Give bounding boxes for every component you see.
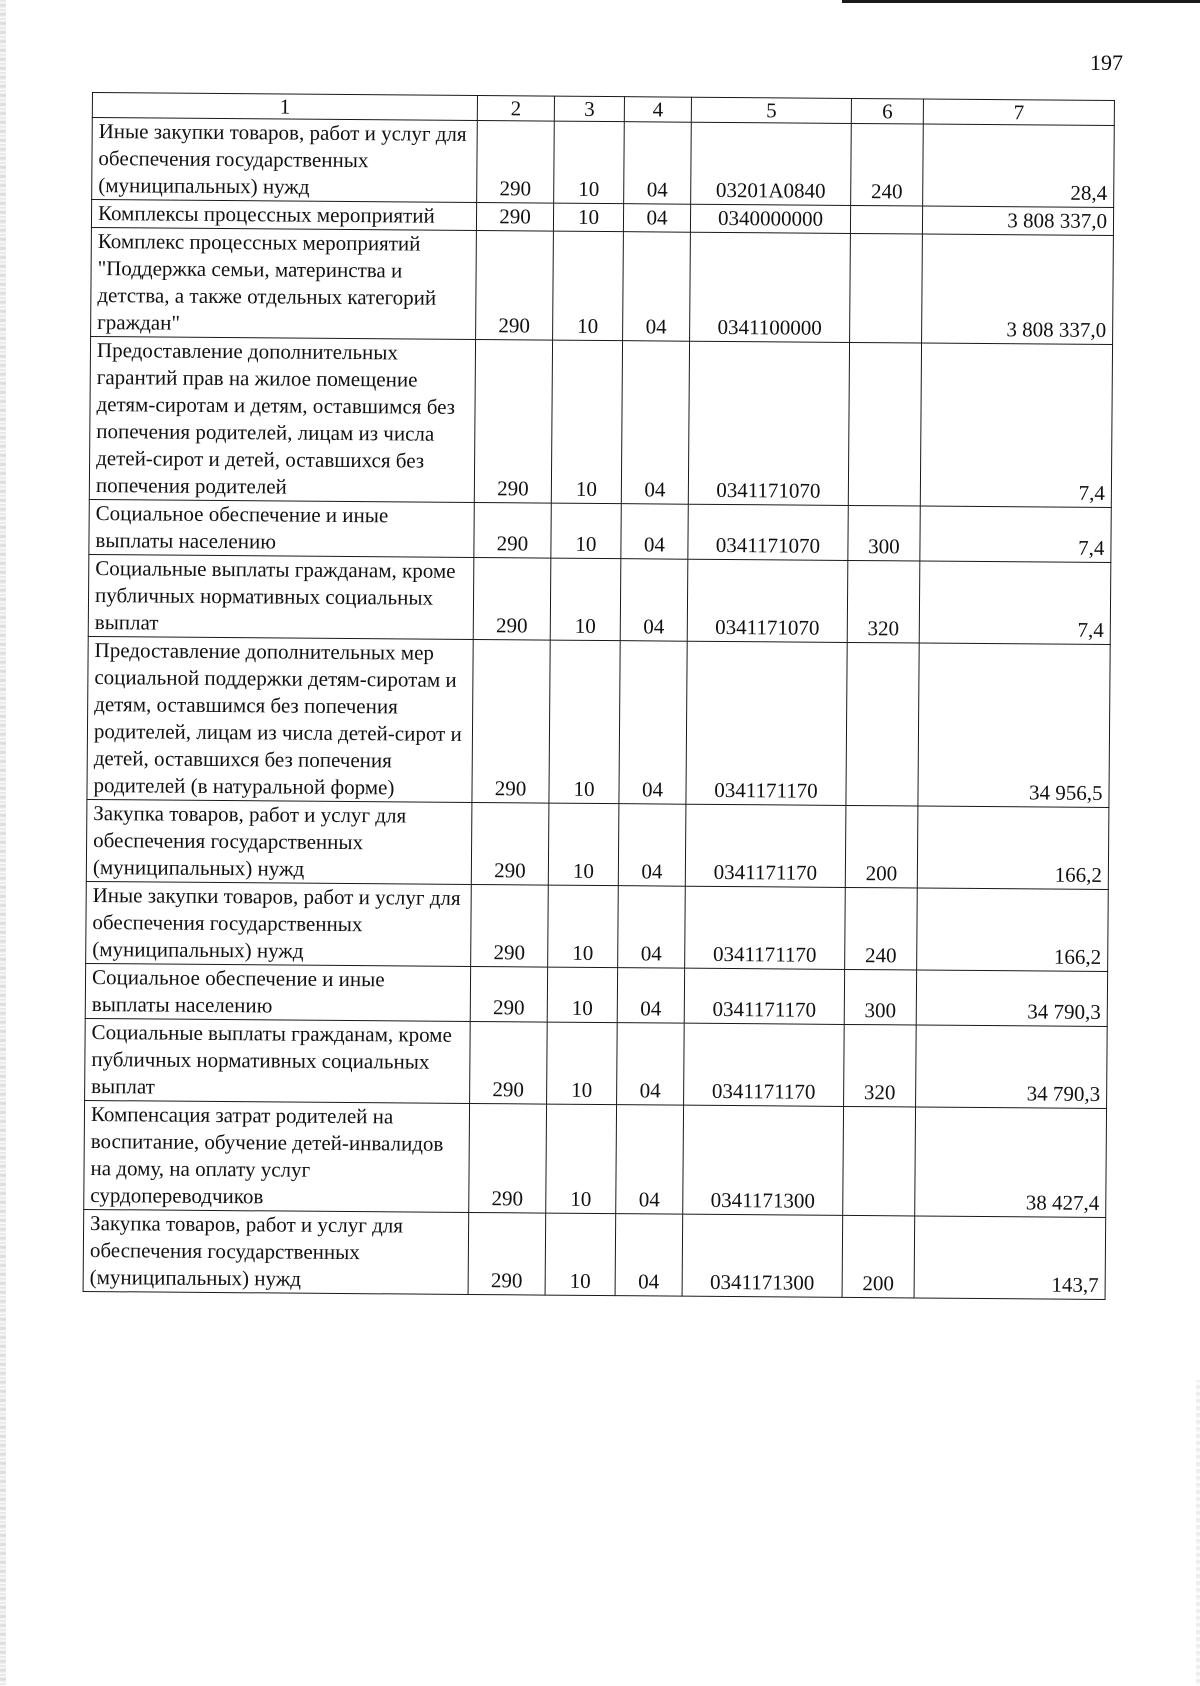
row-sum-cell: 7,4 [920,506,1111,562]
row-code-cell: 0341171070 [688,504,848,560]
row-code-cell: 03201A0840 [691,122,852,205]
row-sum-cell: 28,4 [923,124,1115,207]
row-name-cell: Иные закупки товаров, работ и услуг для обеспечения государственных (муниципальных) нужд [92,118,478,203]
row-name-cell: Социальное обеспечение и иные выплаты населению [89,499,474,557]
row-code-cell: 10 [547,1022,618,1105]
row-name-cell: Комплекс процессных мероприятий "Поддержка семьи, материнства и детства, а также отдельных категорий граждан" [91,227,477,339]
page-top-rule [842,0,1200,3]
row-code-cell: 0341171170 [684,968,844,1024]
row-code-cell: 290 [474,340,552,504]
row-code-cell: 04 [615,1214,683,1297]
row-code-cell: 200 [845,805,918,888]
row-sum-cell: 143,7 [914,1216,1106,1299]
row-code-cell: 0341171300 [683,1105,844,1215]
row-code-cell: 10 [548,803,619,886]
row-code-cell: 290 [477,121,555,204]
row-code-cell: 0341171070 [687,559,848,642]
row-sum-cell: 34 790,3 [916,1025,1108,1108]
row-code-cell: 10 [550,558,621,641]
table-row [87,636,1110,807]
table-row [92,118,1115,208]
column-header: 2 [477,96,554,122]
row-code-cell: 290 [472,640,550,804]
row-code-cell: 04 [616,1105,684,1215]
row-code-cell: 04 [619,641,687,805]
table-row [85,963,1107,1026]
row-sum-cell: 3 808 337,0 [922,234,1114,344]
row-sum-cell: 34 790,3 [916,970,1107,1026]
row-code-cell: 290 [473,558,551,641]
row-code-cell: 04 [621,504,688,560]
row-code-cell: 290 [468,1212,546,1295]
row-code-cell: 10 [545,1213,616,1296]
row-code-cell: 240 [845,887,918,970]
row-code-cell: 04 [617,968,684,1024]
row-sum-cell: 3 808 337,0 [922,206,1113,235]
row-sum-cell: 7,4 [919,561,1111,644]
row-code-cell: 04 [617,1023,685,1106]
row-code-cell: 04 [623,204,690,233]
row-code-cell: 0341100000 [690,232,851,342]
row-name-cell: Закупка товаров, работ и услуг для обеспечения государственных (муниципальных) нужд [83,1209,469,1294]
row-code-cell: 290 [471,885,549,968]
row-code-cell: 0341171170 [685,886,846,969]
column-header: 4 [624,97,691,123]
row-name-cell: Иные закупки товаров, работ и услуг для обеспечения государственных (муниципальных) нужд [86,881,472,966]
row-code-cell: 0341171070 [688,341,849,505]
row-code-cell: 0341171170 [686,641,847,805]
row-code-cell: 10 [553,203,623,232]
table-row [89,336,1112,507]
row-code-cell: 290 [469,1103,547,1213]
row-name-cell: Компенсация затрат родителей на воспитание, обучение детей-инвалидов на дому, на оплату услуг сурдопереводчиков [84,1100,470,1212]
row-code-cell: 320 [847,560,920,643]
column-header: 5 [691,97,851,123]
scan-edge-left [0,0,6,1686]
row-code-cell: 10 [547,967,617,1023]
row-name-cell: Социальное обеспечение и иные выплаты населению [85,963,470,1021]
row-name-cell: Закупка товаров, работ и услуг для обеспечения государственных (муниципальных) нужд [86,799,472,884]
scan-edge-right [1196,1380,1200,1686]
row-code-cell: 10 [546,1104,617,1214]
page-number: 197 [1090,50,1123,75]
table-row [86,799,1109,889]
row-code-cell: 0341171300 [682,1214,843,1297]
row-code-cell: 10 [554,121,625,204]
row-code-cell: 10 [551,503,621,559]
row-code-cell: 10 [551,340,622,504]
row-sum-cell: 166,2 [917,806,1109,889]
row-code-cell: 10 [549,640,620,804]
row-name-cell: Предоставление дополнительных гарантий прав на жилое помещение детям-сиротам и детям, оставшимся без попечения родителей, лицам из числа детей-сирот и детей, оставшихся без попечения родителей [89,336,475,502]
row-code-cell: 04 [624,122,692,205]
table-row [89,499,1111,562]
table-row [88,554,1111,644]
row-code-cell [850,233,923,343]
row-code-cell: 04 [618,804,686,887]
column-header: 7 [923,99,1114,125]
row-sum-cell: 7,4 [920,343,1112,507]
table-row [84,1100,1107,1217]
row-code-cell: 0341171170 [685,804,846,887]
row-code-cell: 290 [476,203,553,232]
table-row [91,227,1114,344]
row-code-cell: 10 [548,885,619,968]
row-code-cell: 04 [621,341,689,505]
row-code-cell: 300 [848,505,920,561]
row-name-cell: Предоставление дополнительных мер социальной поддержки детям-сиротам и детям, оставшимся без попечения родителей, лицам из числа детей-сирот и детей, оставшихся без попечения родителей (в натуральной форме) [87,636,473,802]
row-code-cell: 290 [476,231,554,341]
row-code-cell: 04 [620,559,688,642]
row-name-cell: Комплексы процессных мероприятий [91,200,476,231]
row-sum-cell: 166,2 [917,888,1109,971]
row-sum-cell: 38 427,4 [915,1107,1107,1217]
row-name-cell: Социальные выплаты гражданам, кроме публичных нормативных социальных выплат [88,554,474,639]
row-code-cell: 290 [470,967,547,1023]
table-row [86,881,1109,971]
column-header: 6 [851,98,923,124]
row-code-cell: 320 [844,1024,917,1107]
row-code-cell [850,205,922,234]
row-code-cell: 240 [851,123,924,206]
budget-table [83,92,1115,1300]
row-code-cell: 200 [842,1215,915,1298]
column-header: 3 [554,96,624,122]
row-code-cell [846,642,919,806]
column-header: 1 [92,93,477,121]
row-code-cell: 290 [471,803,549,886]
table-body [83,118,1114,1300]
row-code-cell: 300 [844,969,916,1025]
row-code-cell [848,342,921,506]
row-code-cell: 04 [618,886,686,969]
row-code-cell: 04 [623,232,691,342]
table-row [85,1018,1108,1108]
row-code-cell: 290 [474,503,551,559]
row-code-cell [843,1106,916,1216]
row-code-cell: 290 [470,1021,548,1104]
row-code-cell: 0340000000 [690,204,850,233]
table-row [83,1209,1106,1299]
row-code-cell: 10 [553,231,624,341]
row-name-cell: Социальные выплаты гражданам, кроме публичных нормативных социальных выплат [85,1018,471,1103]
row-sum-cell: 34 956,5 [918,643,1110,807]
row-code-cell: 0341171170 [684,1023,845,1106]
